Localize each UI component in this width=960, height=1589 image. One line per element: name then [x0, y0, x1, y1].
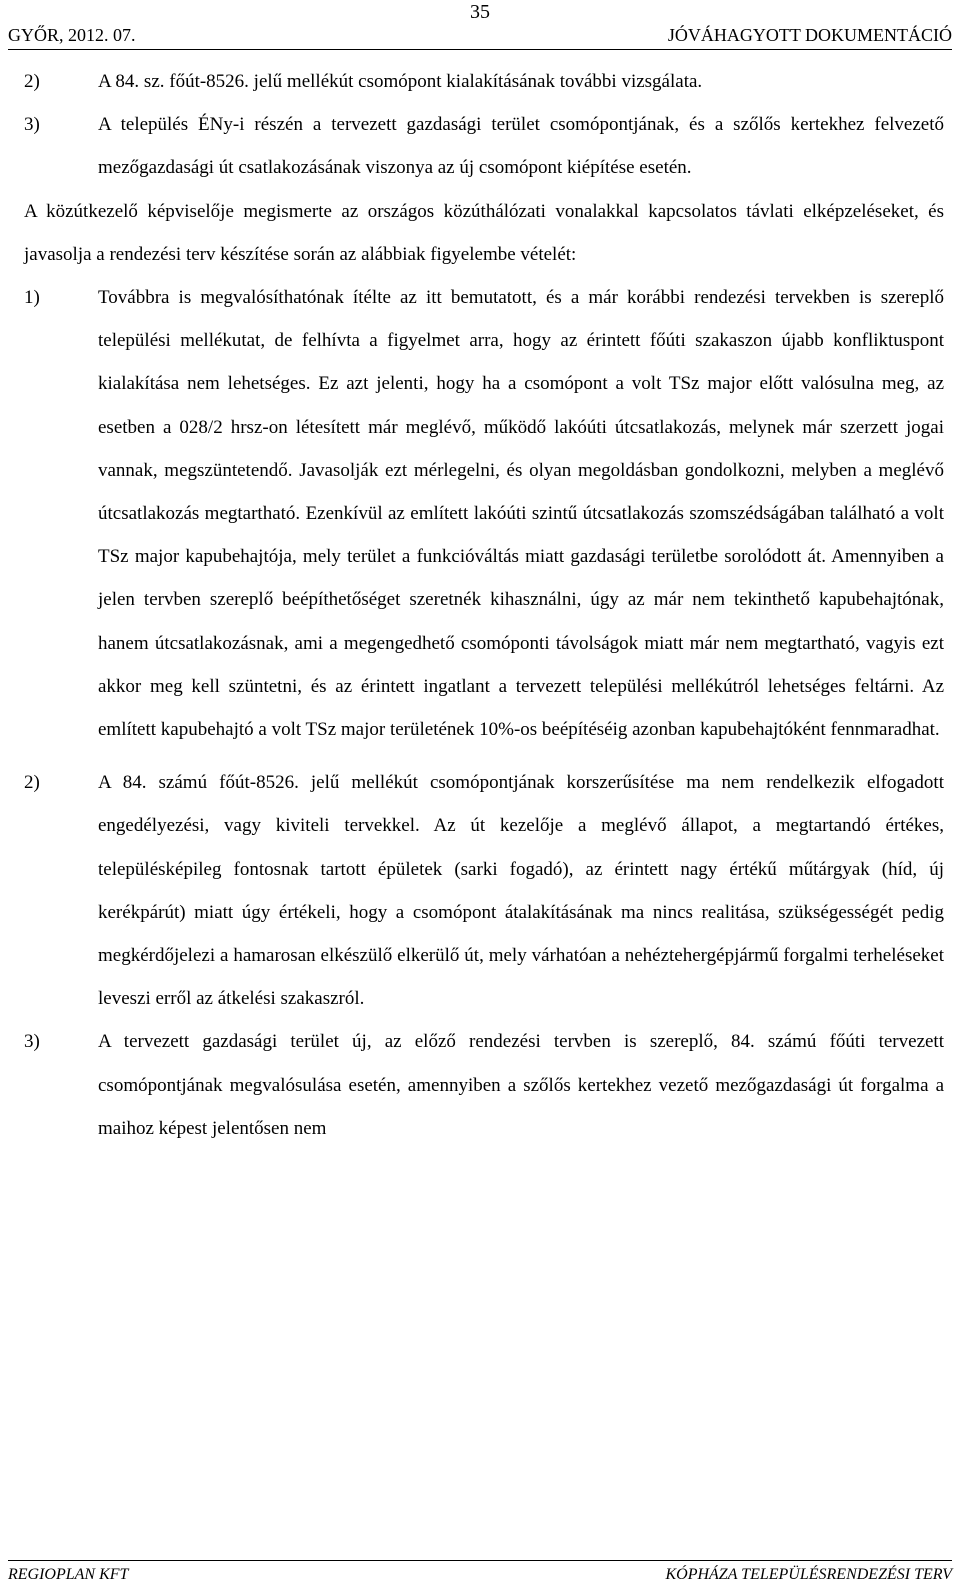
footer-left: REGIOPLAN KFT: [8, 1566, 129, 1583]
list-number: 1): [24, 287, 40, 309]
page-footer: [8, 1560, 952, 1587]
header-right: JÓVÁHAGYOTT DOKUMENTÁCIÓ: [667, 25, 952, 45]
document-body: [24, 60, 944, 1150]
list-number: 3): [24, 1031, 40, 1053]
list-item: [24, 1020, 944, 1150]
page-header: [8, 23, 952, 50]
list-text: A 84. számú főút-8526. jelű mellékút csomópontjának korszerűsítése ma nem rendelkezik elfogadott engedélyezési, vagy kiviteli tervekkel. Az út kezelője a meglévő állapot, a megtartandó értékes, településképileg fontosnak tartott épületek (sarki fogadó), az érintett nagy értékű műtárgyak (híd, új kerékpárút) miatt úgy értékeli, hogy a csomópont átalakításának ma nincs realitása, szükségességét pedig megkérdőjelezi a hamarosan elkészülő elkerülő út, mely várhatóan a nehéztehergépjármű forgalmi terheléseket leveszi erről az átkelési szakaszról.: [98, 772, 944, 1010]
list-text: A tervezett gazdasági terület új, az előző rendezési tervben is szereplő, 84. számú főúti tervezett csomópontjának megvalósulása esetén, amennyiben a szőlős kertekhez vezető mezőgazdasági út forgalma a maihoz képest jelentősen nem: [98, 1031, 944, 1139]
list-number: 2): [24, 772, 40, 794]
list-item: [24, 276, 944, 751]
footer-right: KÓPHÁZA TELEPÜLÉSRENDEZÉSI TERV: [665, 1566, 952, 1583]
list-item: [24, 761, 944, 1020]
header-left: GYŐR, 2012. 07.: [8, 25, 136, 45]
list-text: A 84. sz. főút-8526. jelű mellékút csomópont kialakításának további vizsgálata.: [98, 71, 703, 92]
list-text: Továbbra is megvalósíthatónak ítélte az itt bemutatott, és a már korábbi rendezési tervekben is szereplő települési mellékutat, de felhívta a figyelmet arra, hogy az érintett főúti szakaszon újabb konfliktuspont kialakítása nem lehetséges. Ez azt jelenti, hogy ha a csomópont a volt TSz major előtt valósulna meg, az esetben a 028/2 hrsz-on létesített már meglévő, működő lakóúti útcsatlakozás, melynek már szerzett jogai vannak, megszüntetendő. Javasolják ezt mérlegelni, és olyan megoldásban gondolkozni, melyben a meglévő útcsatlakozás megtartható. Ezenkívül az említett lakóúti szintű útcsatlakozás szomszédságában található a volt TSz major kapubehajtója, mely terület a funkcióváltás miatt gazdasági területbe sorolódott át. Amennyiben a jelen tervben szereplő beépíthetőséget szeretnék kihasználni, úgy az már nem tekinthető kapubehajtónak, hanem útcsatlakozásnak, ami a megengedhető csomóponti távolságok miatt már nem megtartható, vagyis ezt akkor meg kell szüntetni, és az érintett ingatlant a tervezett települési mellékútról lehetséges feltárni. Az említett kapubehajtó a volt TSz major területének 10%-os beépítéséig azonban kapubehajtóként fennmaradhat.: [98, 287, 944, 741]
body-paragraph: A közútkezelő képviselője megismerte az országos közúthálózati vonalakkal kapcsolatos távlati elképzeléseket, és javasolja a rendezési terv készítése során az alábbiak figyelembe vételét:: [24, 200, 944, 265]
list-text: A település ÉNy-i részén a tervezett gazdasági terület csomópontjának, és a szőlős kertekhez felvezető mezőgazdasági út csatlakozásának viszonya az új csomópont kiépítése esetén.: [98, 114, 944, 179]
page-number: 35: [470, 1, 490, 23]
list-number: 3): [24, 114, 40, 136]
list-item: [24, 60, 944, 103]
list-item: [24, 103, 944, 189]
list-number: 2): [24, 71, 40, 92]
